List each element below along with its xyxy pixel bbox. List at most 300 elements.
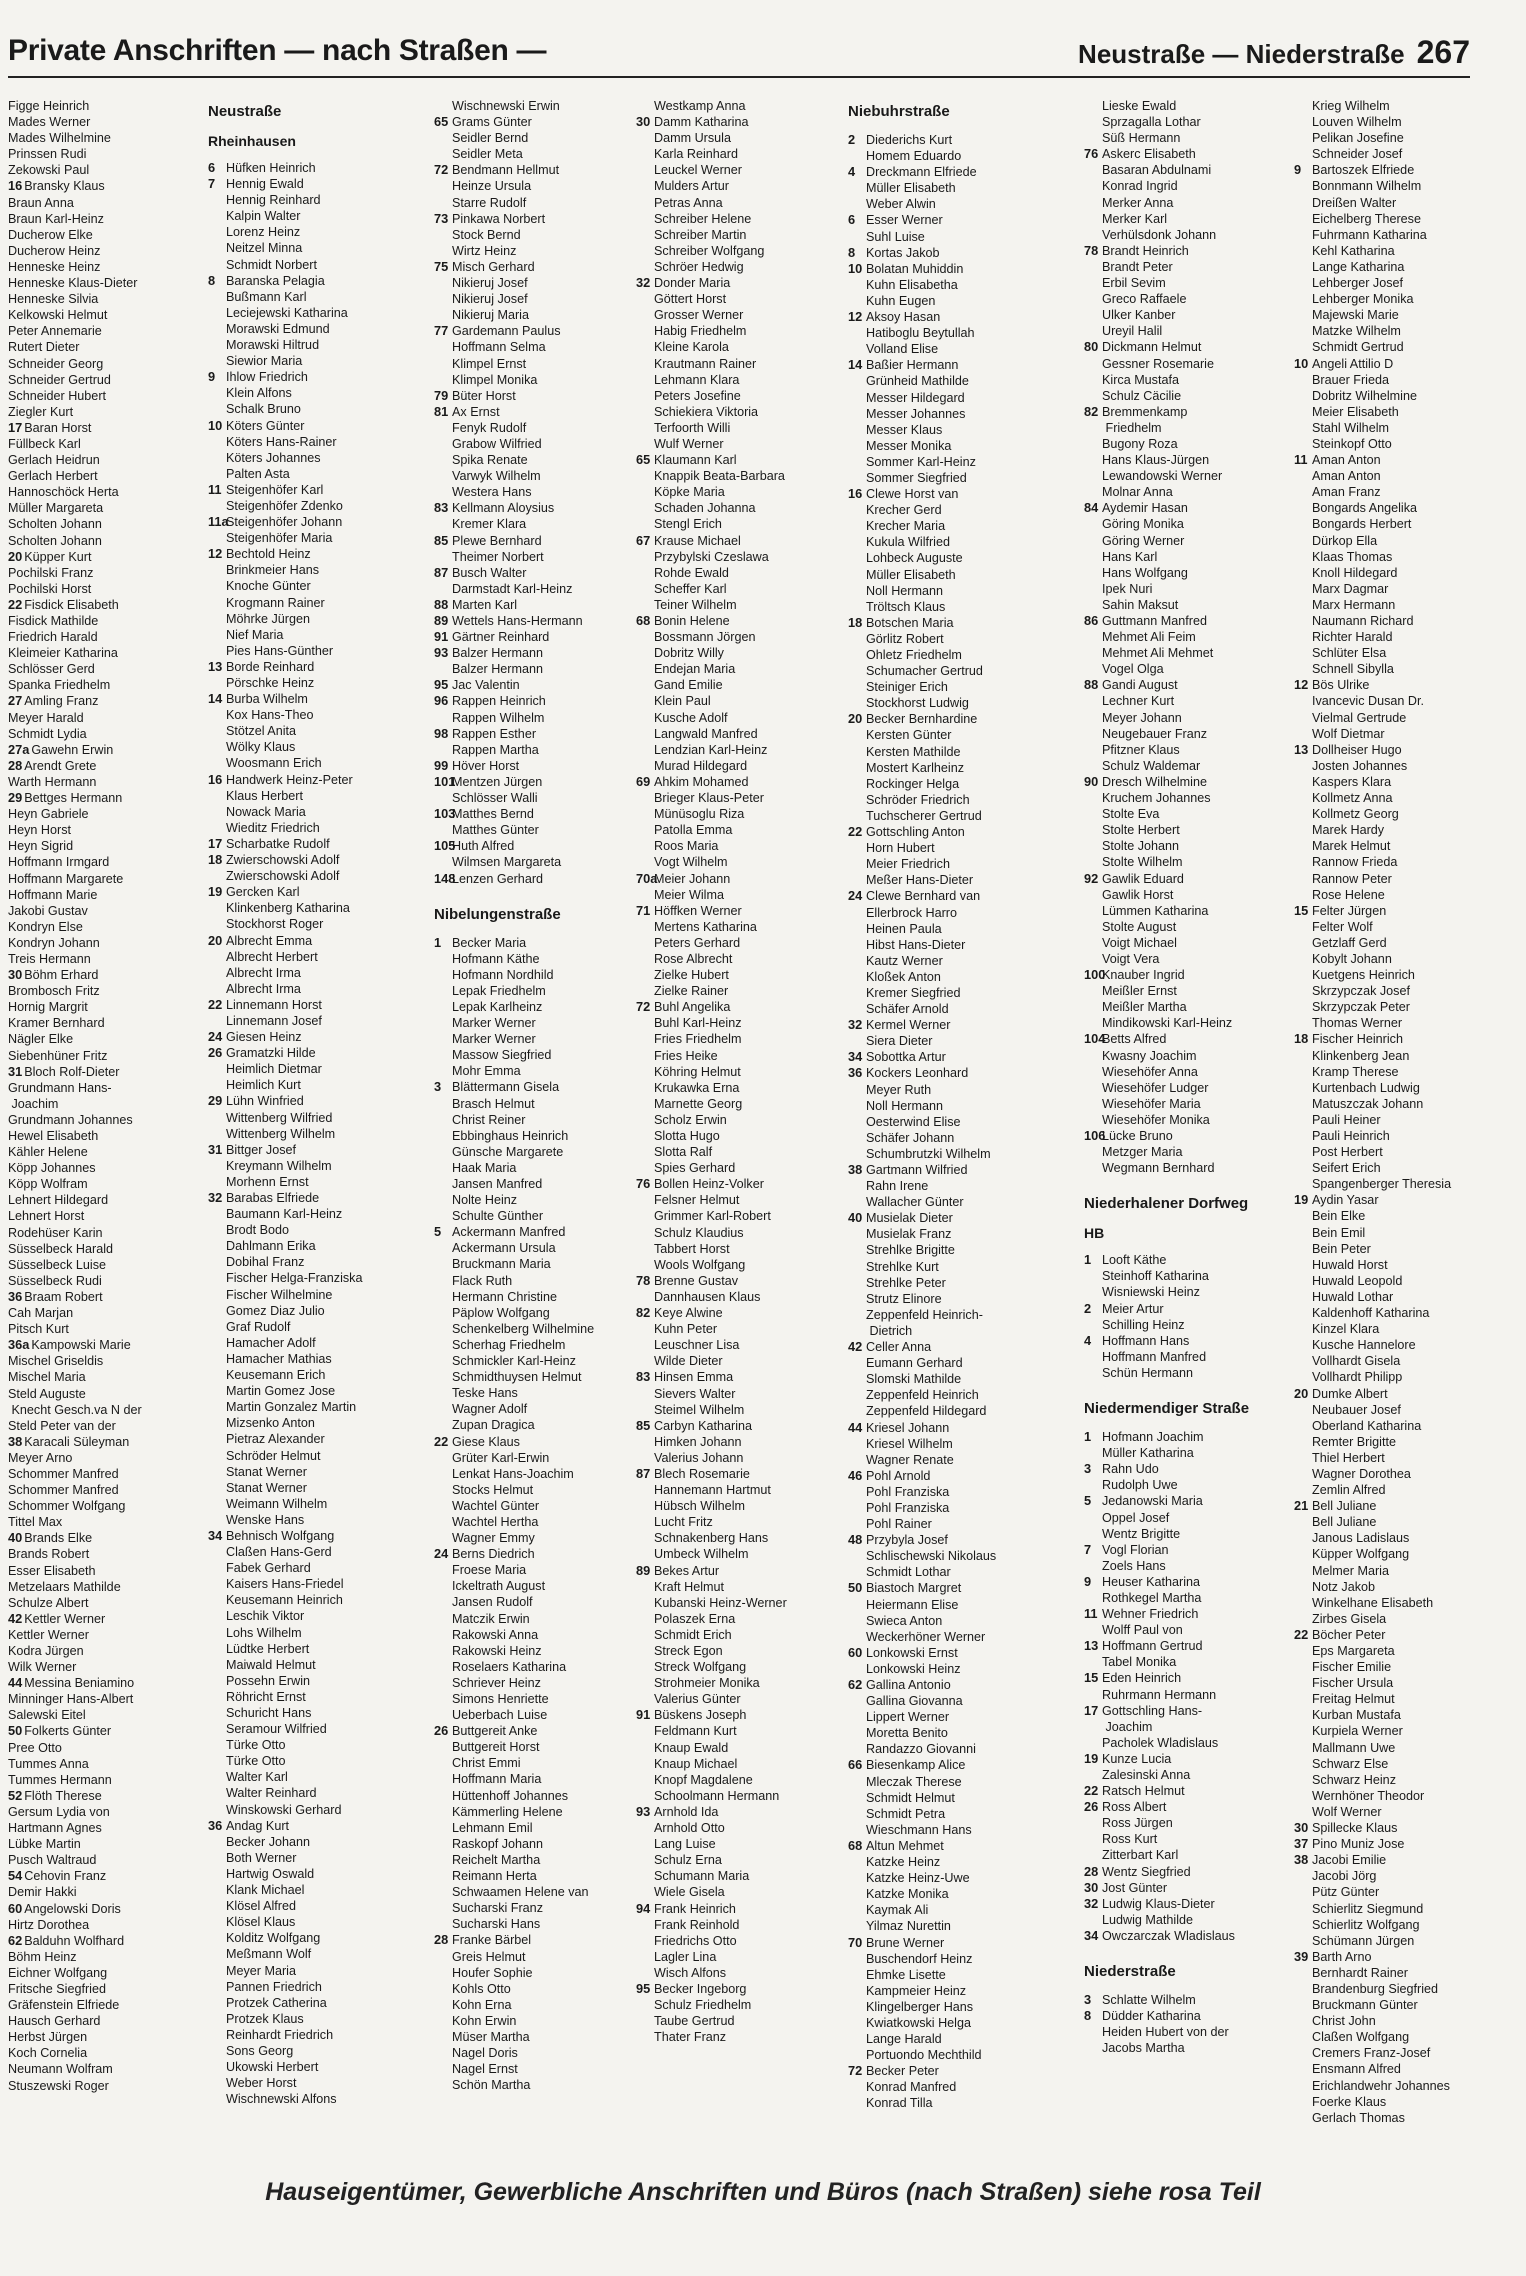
directory-entry xyxy=(8,516,218,532)
directory-entry xyxy=(208,1077,418,1093)
directory-entry xyxy=(1294,114,1504,130)
directory-entry xyxy=(848,1242,1058,1258)
resident-name: Wiesehöfer Anna xyxy=(1102,1064,1198,1079)
resident-name: Gercken Karl xyxy=(226,885,300,900)
directory-entry xyxy=(1084,774,1294,790)
directory-entry xyxy=(208,1866,418,1882)
resident-name: Gerlach Heidrun xyxy=(8,453,100,468)
directory-entry xyxy=(1084,146,1294,162)
resident-name: Bonin Helene xyxy=(654,614,730,628)
house-number: 22 xyxy=(1294,1626,1309,1642)
resident-name: Gawehn Erwin xyxy=(31,742,114,757)
directory-entry xyxy=(434,259,644,275)
resident-name: Mades Wilhelmine xyxy=(8,131,111,146)
resident-name: Skrzypczak Josef xyxy=(1312,984,1410,999)
directory-entry xyxy=(8,645,218,661)
directory-entry xyxy=(1084,999,1294,1015)
directory-entry xyxy=(1294,565,1504,581)
directory-entry xyxy=(208,739,418,755)
resident-name: Höffken Werner xyxy=(654,903,742,918)
resident-name: Klaus Herbert xyxy=(226,788,303,803)
directory-entry xyxy=(848,2063,1058,2079)
resident-name: Gerlach Herbert xyxy=(8,469,98,484)
resident-name: Aksoy Hasan xyxy=(866,310,941,325)
directory-entry xyxy=(1294,1868,1504,1884)
directory-entry xyxy=(1294,806,1504,822)
directory-entry xyxy=(848,1098,1058,1114)
directory-entry xyxy=(434,2029,644,2045)
directory-entry xyxy=(848,872,1058,888)
directory-entry xyxy=(434,420,644,436)
resident-name: Henneske Klaus-Dieter xyxy=(8,276,138,291)
directory-entry xyxy=(8,1965,218,1981)
resident-name: Seifert Erich xyxy=(1312,1161,1381,1176)
resident-name: Neitzel Minna xyxy=(226,241,303,256)
directory-entry xyxy=(636,323,846,339)
directory-entry xyxy=(8,1917,218,1933)
directory-entry xyxy=(636,275,846,291)
resident-name: Messer Hildegard xyxy=(866,390,965,405)
resident-name: Blättermann Gisela xyxy=(452,1080,560,1095)
directory-entry xyxy=(1084,1751,1294,1767)
directory-entry xyxy=(1084,597,1294,613)
resident-name: Westera Hans xyxy=(452,485,532,500)
directory-entry xyxy=(1084,1268,1294,1284)
resident-name: Owczarczak Wladislaus xyxy=(1102,1928,1235,1943)
directory-entry xyxy=(434,1192,644,1208)
house-number: 86 xyxy=(1084,613,1099,628)
resident-name: Schäfer Johann xyxy=(866,1130,955,1145)
resident-name: Kollmetz Anna xyxy=(1312,791,1393,806)
directory-entry xyxy=(1294,307,1504,323)
directory-entry xyxy=(8,162,218,178)
directory-entry xyxy=(8,597,218,613)
directory-column-4 xyxy=(636,98,846,2138)
resident-name: Dietrich xyxy=(866,1323,913,1338)
house-number: 104 xyxy=(1084,1031,1106,1047)
directory-entry xyxy=(434,243,644,259)
resident-name: Streck Egon xyxy=(654,1644,723,1658)
resident-name: Noll Hermann xyxy=(866,583,943,598)
house-number: 32 xyxy=(208,1190,223,1205)
directory-entry xyxy=(8,1418,218,1434)
directory-entry xyxy=(1084,935,1294,951)
resident-name: Dürkop Ella xyxy=(1312,533,1378,548)
directory-entry xyxy=(848,937,1058,953)
resident-name: Klingelberger Hans xyxy=(866,1999,974,2014)
directory-entry xyxy=(848,1452,1058,1468)
directory-entry xyxy=(208,353,418,369)
directory-entry xyxy=(848,1870,1058,1886)
directory-entry xyxy=(848,341,1058,357)
resident-name: Martin Gomez Jose xyxy=(226,1384,336,1399)
resident-name: Lehberger Monika xyxy=(1312,292,1414,307)
resident-name: Basaran Abdulnami xyxy=(1102,163,1212,178)
directory-entry xyxy=(1294,1482,1504,1498)
house-number: 16 xyxy=(8,178,23,194)
resident-name: Kelkowski Helmut xyxy=(8,308,108,323)
house-number: 2 xyxy=(1084,1300,1092,1316)
resident-name: Eps Margareta xyxy=(1312,1644,1395,1658)
directory-entry xyxy=(434,1771,644,1787)
resident-name: Slotta Ralf xyxy=(654,1145,713,1160)
directory-entry xyxy=(636,1772,846,1788)
resident-name: Kreymann Wilhelm xyxy=(226,1158,332,1173)
resident-name: Janous Ladislaus xyxy=(1312,1531,1410,1546)
house-number: 95 xyxy=(434,677,449,693)
directory-entry xyxy=(208,176,418,192)
resident-name: Rannow Frieda xyxy=(1312,855,1398,870)
resident-name: Meyer Arno xyxy=(8,1450,73,1465)
directory-entry xyxy=(636,1192,846,1208)
resident-name: Strohmeier Monika xyxy=(654,1676,760,1691)
directory-entry xyxy=(636,195,846,211)
directory-entry xyxy=(1294,404,1504,420)
resident-name: Lechner Kurt xyxy=(1102,694,1175,709)
directory-entry xyxy=(848,1210,1058,1226)
resident-name: Hoffmann Hans xyxy=(1102,1333,1190,1348)
directory-entry xyxy=(208,482,418,498)
house-number: 69 xyxy=(636,773,651,789)
resident-name: Schreiber Helene xyxy=(654,211,752,226)
directory-entry xyxy=(636,951,846,967)
directory-entry xyxy=(434,1240,644,1256)
resident-name: Esser Elisabeth xyxy=(8,1563,96,1578)
directory-entry xyxy=(1294,516,1504,532)
resident-name: Lübke Martin xyxy=(8,1837,81,1852)
resident-name: Linnemann Josef xyxy=(226,1013,322,1028)
directory-entry xyxy=(636,1691,846,1707)
resident-name: Rakowski Heinz xyxy=(452,1643,542,1658)
directory-entry xyxy=(636,372,846,388)
resident-name: Steiniger Erich xyxy=(866,680,948,695)
resident-name: Hennig Ewald xyxy=(226,177,304,192)
directory-entry xyxy=(1084,693,1294,709)
directory-entry xyxy=(434,275,644,291)
resident-name: Marker Werner xyxy=(452,1016,536,1031)
directory-entry xyxy=(434,951,644,967)
directory-entry xyxy=(434,790,644,806)
resident-name: Kersten Mathilde xyxy=(866,744,961,759)
resident-name: Fuhrmann Katharina xyxy=(1312,227,1427,242)
resident-name: Matthes Günter xyxy=(452,823,539,838)
directory-entry xyxy=(434,388,644,404)
house-number: 18 xyxy=(1294,1031,1309,1047)
resident-name: Rappen Esther xyxy=(452,726,537,741)
directory-entry xyxy=(1294,919,1504,935)
directory-entry xyxy=(208,2059,418,2075)
resident-name: Gallina Giovanna xyxy=(866,1694,963,1709)
directory-entry xyxy=(434,806,644,822)
directory-entry xyxy=(1294,1949,1504,1965)
resident-name: Schmidt Helmut xyxy=(866,1790,955,1805)
resident-name: Spillecke Klaus xyxy=(1312,1821,1398,1836)
directory-entry xyxy=(434,291,644,307)
district-heading: HB xyxy=(1084,1225,1105,1242)
directory-entry xyxy=(1294,1643,1504,1659)
resident-name: Hamacher Adolf xyxy=(226,1335,316,1350)
directory-entry xyxy=(848,567,1058,583)
directory-entry xyxy=(1084,919,1294,935)
directory-entry xyxy=(1294,2061,1504,2077)
resident-name: Pochilski Franz xyxy=(8,565,94,580)
house-number: 26 xyxy=(434,1723,449,1739)
resident-name: Franke Bärbel xyxy=(452,1933,532,1948)
page-header xyxy=(8,22,1470,82)
resident-name: Musielak Franz xyxy=(866,1227,952,1242)
resident-name: Stockhorst Ludwig xyxy=(866,696,969,711)
street-heading: Niedermendiger Straße xyxy=(1084,1400,1250,1418)
directory-entry xyxy=(636,420,846,436)
directory-entry xyxy=(8,1884,218,1900)
directory-entry xyxy=(1294,871,1504,887)
directory-entry xyxy=(636,114,846,130)
resident-name: Schenkelberg Wilhelmine xyxy=(452,1321,595,1336)
resident-name: Weckerhöner Werner xyxy=(866,1629,986,1644)
directory-entry xyxy=(1084,372,1294,388)
resident-name: Wachtel Hertha xyxy=(452,1514,539,1529)
directory-entry xyxy=(434,1594,644,1610)
house-number: 12 xyxy=(208,546,223,562)
house-number: 28 xyxy=(1084,1863,1099,1879)
directory-entry xyxy=(434,1981,644,1997)
resident-name: Marek Helmut xyxy=(1312,839,1391,854)
resident-name: Tummes Anna xyxy=(8,1756,89,1771)
directory-entry xyxy=(8,227,218,243)
directory-entry xyxy=(848,1001,1058,1017)
directory-entry xyxy=(8,1128,218,1144)
resident-name: Koch Cornelia xyxy=(8,2046,88,2061)
directory-entry xyxy=(1294,1386,1504,1402)
house-number: 3 xyxy=(1084,1461,1092,1477)
resident-name: Jacobi Jörg xyxy=(1312,1869,1377,1884)
resident-name: Heyn Horst xyxy=(8,823,71,838)
resident-name: Ipek Nuri xyxy=(1102,581,1153,596)
resident-name: Kondryn Johann xyxy=(8,935,100,950)
house-number: 27a xyxy=(8,741,30,757)
resident-name: Biesenkamp Alice xyxy=(866,1758,966,1773)
directory-entry xyxy=(434,742,644,758)
resident-name: Schneider Josef xyxy=(1312,147,1403,162)
resident-name: Stolte August xyxy=(1102,919,1177,934)
directory-entry xyxy=(636,1707,846,1723)
directory-entry xyxy=(1084,2008,1294,2024)
resident-name: Hüfken Heinrich xyxy=(226,161,316,175)
directory-entry xyxy=(8,871,218,887)
resident-name: Wirtz Heinz xyxy=(452,243,517,258)
directory-entry xyxy=(434,581,644,597)
resident-name: Buhl Angelika xyxy=(654,1000,731,1015)
house-number: 10 xyxy=(848,260,863,276)
resident-name: Martin Gonzalez Martin xyxy=(226,1400,357,1415)
resident-name: Treis Hermann xyxy=(8,951,91,966)
directory-entry xyxy=(848,1339,1058,1355)
resident-name: Hoffmann Marie xyxy=(8,887,98,902)
resident-name: Kleimeier Katharina xyxy=(8,646,118,661)
resident-name: Knaup Ewald xyxy=(654,1740,729,1755)
directory-entry xyxy=(848,1500,1058,1516)
resident-name: Ross Jürgen xyxy=(1102,1816,1173,1831)
resident-name: Buttgereit Anke xyxy=(452,1724,538,1739)
resident-name: Marx Dagmar xyxy=(1312,581,1389,596)
resident-name: Brands Robert xyxy=(8,1547,90,1562)
directory-entry xyxy=(1294,339,1504,355)
street-heading: Niebuhrstraße xyxy=(848,103,950,120)
resident-name: Gardemann Paulus xyxy=(452,324,561,339)
directory-entry xyxy=(8,919,218,935)
resident-name: Nikieruj Maria xyxy=(452,308,529,323)
directory-entry xyxy=(1084,2024,1294,2040)
resident-name: Lehmann Klara xyxy=(654,372,740,387)
directory-entry xyxy=(1294,356,1504,372)
directory-entry xyxy=(8,1337,218,1353)
directory-entry xyxy=(8,1595,218,1611)
directory-entry xyxy=(1084,1510,1294,1526)
resident-name: Brenne Gustav xyxy=(654,1273,739,1288)
directory-entry xyxy=(8,1901,218,1917)
directory-entry xyxy=(434,1289,644,1305)
resident-name: Hoffmann Irmgard xyxy=(8,855,110,870)
house-number: 62 xyxy=(848,1677,863,1692)
directory-entry xyxy=(636,1466,846,1482)
resident-name: Randazzo Giovanni xyxy=(866,1742,976,1757)
resident-name: Kohn Erwin xyxy=(452,2013,517,2028)
directory-entry xyxy=(636,1643,846,1659)
resident-name: Maiwald Helmut xyxy=(226,1657,316,1672)
resident-name: Donder Maria xyxy=(654,276,731,291)
directory-entry xyxy=(208,1319,418,1335)
resident-name: Wilmsen Margareta xyxy=(452,855,562,870)
directory-entry xyxy=(1084,1896,1294,1912)
directory-entry xyxy=(636,1933,846,1949)
directory-entry xyxy=(8,1627,218,1643)
directory-entry xyxy=(1294,1273,1504,1289)
resident-name: Scheffer Karl xyxy=(654,581,727,596)
directory-entry xyxy=(8,1514,218,1530)
directory-entry xyxy=(848,1323,1058,1339)
house-number: 85 xyxy=(434,532,449,548)
resident-name: Lepak Karlheinz xyxy=(452,999,543,1014)
directory-entry xyxy=(848,277,1058,293)
resident-name: Stahl Wilhelm xyxy=(1312,420,1389,435)
resident-name: Heiden Hubert von der xyxy=(1102,2025,1229,2040)
resident-name: Pinkawa Norbert xyxy=(452,211,546,226)
directory-entry xyxy=(636,1514,846,1530)
resident-name: Aydemir Hasan xyxy=(1102,501,1188,516)
resident-name: Schulz Cäcilie xyxy=(1102,388,1182,403)
resident-name: Ludwig Mathilde xyxy=(1102,1912,1194,1927)
directory-entry xyxy=(208,1287,418,1303)
resident-name: Kuhn Eugen xyxy=(866,293,936,308)
resident-name: Albrecht Irma xyxy=(226,981,301,996)
resident-name: Jacobi Emilie xyxy=(1312,1853,1387,1868)
directory-entry xyxy=(208,224,418,240)
resident-name: Lehnert Horst xyxy=(8,1209,85,1224)
resident-name: Protzek Klaus xyxy=(226,2011,304,2026)
resident-name: Hoffmann Manfred xyxy=(1102,1349,1207,1364)
directory-entry xyxy=(8,468,218,484)
resident-name: Süsselbeck Rudi xyxy=(8,1273,102,1288)
resident-name: Horn Hubert xyxy=(866,841,935,856)
directory-entry xyxy=(636,790,846,806)
resident-name: Müller Elisabeth xyxy=(866,567,956,582)
resident-name: Ulker Kanber xyxy=(1102,308,1176,323)
resident-name: Böhm Erhard xyxy=(24,968,99,983)
resident-name: Mades Werner xyxy=(8,115,91,130)
resident-name: Wentz Siegfried xyxy=(1102,1864,1191,1879)
directory-entry xyxy=(208,1769,418,1785)
resident-name: Büskens Joseph xyxy=(654,1708,747,1723)
resident-name: Theimer Norbert xyxy=(452,549,544,564)
directory-entry xyxy=(8,549,218,565)
directory-entry xyxy=(434,452,644,468)
directory-entry xyxy=(1294,1981,1504,1997)
house-number: 70 xyxy=(848,1934,863,1950)
resident-name: Ueberbach Luise xyxy=(452,1708,548,1723)
house-number: 5 xyxy=(1084,1493,1092,1509)
resident-name: Graf Rudolf xyxy=(226,1319,291,1334)
resident-name: Huwald Lothar xyxy=(1312,1289,1394,1304)
directory-entry xyxy=(8,2045,218,2061)
resident-name: Tröltsch Klaus xyxy=(866,599,946,614)
directory-entry xyxy=(208,1093,418,1109)
directory-entry xyxy=(8,339,218,355)
house-number: 101 xyxy=(434,773,456,789)
resident-name: Peters Josefine xyxy=(654,388,741,403)
directory-entry xyxy=(636,259,846,275)
directory-entry xyxy=(636,903,846,919)
directory-entry xyxy=(848,180,1058,196)
resident-name: Weber Alwin xyxy=(866,197,936,212)
directory-entry xyxy=(434,1337,644,1353)
resident-name: Nagel Ernst xyxy=(452,2062,518,2077)
directory-entry xyxy=(1294,967,1504,983)
directory-entry xyxy=(636,1852,846,1868)
house-number: 87 xyxy=(434,564,449,580)
resident-name: Rohde Ewald xyxy=(654,565,729,580)
resident-name: Zalesinski Anna xyxy=(1102,1768,1191,1782)
directory-entry xyxy=(1084,549,1294,565)
directory-entry xyxy=(8,388,218,404)
directory-entry xyxy=(1294,484,1504,500)
directory-entry xyxy=(636,1321,846,1337)
house-number: 22 xyxy=(434,1433,449,1449)
directory-entry xyxy=(848,1033,1058,1049)
house-number: 21 xyxy=(1294,1498,1309,1514)
resident-name: Schaden Johanna xyxy=(654,501,756,516)
resident-name: Voigt Vera xyxy=(1102,951,1160,966)
resident-name: Nikieruj Josef xyxy=(452,292,528,307)
house-number: 17 xyxy=(8,419,23,435)
resident-name: Steld Auguste xyxy=(8,1386,86,1401)
directory-entry xyxy=(1294,1788,1504,1804)
directory-entry xyxy=(1294,1031,1504,1047)
resident-name: Brune Werner xyxy=(866,1935,945,1950)
directory-entry xyxy=(8,1192,218,1208)
resident-name: Küpper Kurt xyxy=(24,549,92,564)
directory-column-3 xyxy=(434,98,644,2138)
resident-name: Bein Elke xyxy=(1312,1209,1366,1224)
resident-name: Kähler Helene xyxy=(8,1145,88,1160)
resident-name: Vogt Wilhelm xyxy=(654,855,728,870)
resident-name: Meyer Maria xyxy=(226,1963,296,1978)
resident-name: Lieske Ewald xyxy=(1102,99,1177,113)
house-number: 27 xyxy=(8,693,23,709)
resident-name: Giese Klaus xyxy=(452,1434,520,1449)
resident-name: Kobylt Johann xyxy=(1312,951,1392,966)
directory-entry xyxy=(636,1836,846,1852)
resident-name: Fischer Helga-Franziska xyxy=(226,1271,363,1286)
